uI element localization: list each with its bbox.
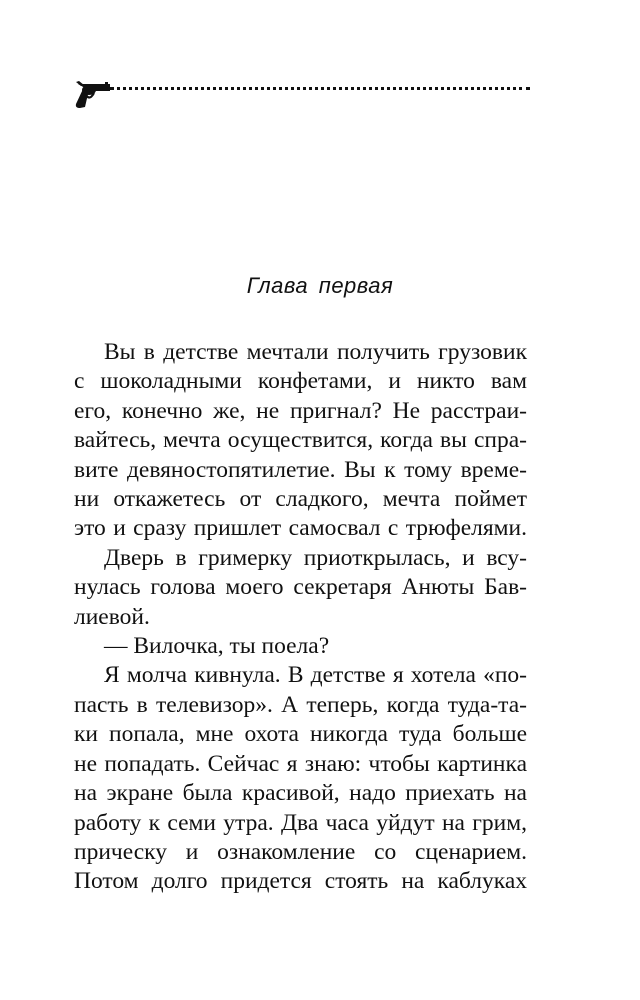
text-line: вите девяностопятилетие. Вы к тому време- (74, 456, 527, 483)
text-line: на экране была красивой, надо приехать на (74, 780, 527, 807)
text-line: его, конечно же, не пригнал? Не расстраи- (74, 397, 527, 424)
text-line: прическу и ознакомление со сценарием. (74, 838, 527, 865)
text-line: работу к семи утра. Два часа уйдут на грим, (74, 809, 527, 836)
text-line: Я молча кивнула. В детстве я хотела «по- (104, 662, 527, 689)
text-line: не попадать. Сейчас я знаю: чтобы картинка (74, 750, 527, 777)
text-line: ки попала, мне охота никогда туда больше (74, 721, 527, 748)
text-line: лиевой. (74, 603, 150, 630)
pistol-icon (72, 80, 112, 110)
text-line: пасть в телевизор». А теперь, когда туда-та- (74, 691, 527, 718)
text-line: с шоколадными конфетами, и никто вам (74, 368, 527, 395)
text-line: Вы в детстве мечтали получить грузовик (104, 339, 527, 365)
text-line: Дверь в гримерку приоткрылась, и всу- (104, 544, 527, 571)
text-line: нулась голова моего секретаря Анюты Бав- (74, 574, 527, 601)
text-line: ни откажетесь от сладкого, мечта поймет (74, 486, 527, 513)
chapter-title: Глава первая (246, 273, 394, 298)
text-line: — Вилочка, ты поела? (104, 633, 330, 660)
header-ornament (72, 80, 532, 110)
text-line: вайтесь, мечта осуществится, когда вы спра- (74, 427, 527, 454)
dotted-rule (110, 87, 530, 90)
text-line: Потом долго придется стоять на каблуках (74, 868, 527, 895)
text-line: это и сразу пришлет самосвал с трюфелями. (74, 515, 527, 542)
body-text (74, 338, 527, 897)
